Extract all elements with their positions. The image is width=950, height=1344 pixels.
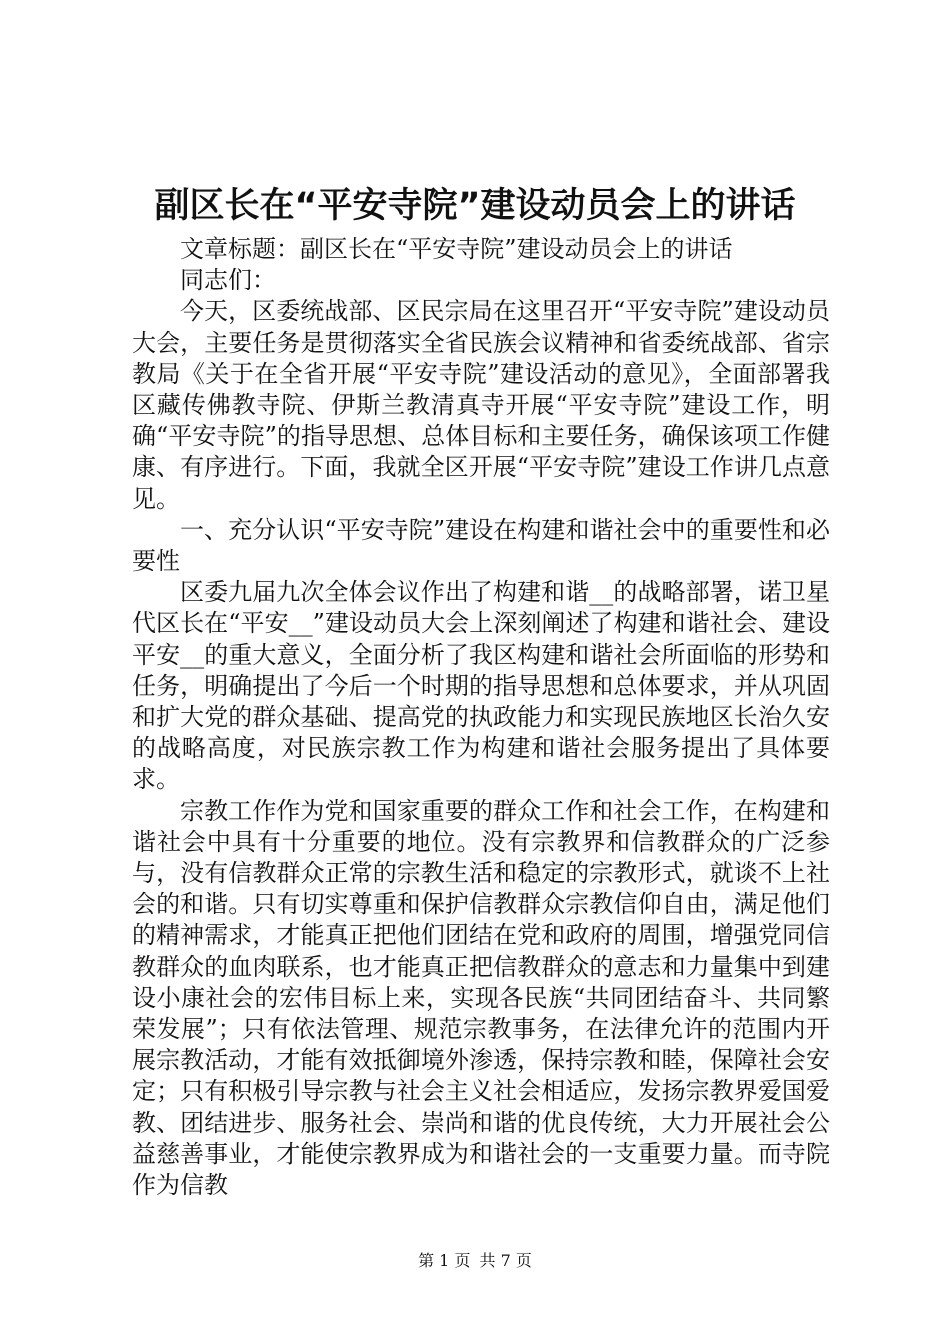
page-footer	[0, 1250, 950, 1272]
document-body	[132, 234, 830, 1201]
paragraph: 区委九届九次全体会议作出了构建和谐__的战略部署，诺卫星代区长在“平安__”建设动员大会上深刻阐述了构建和谐社会、建设平安__的重大意义，全面分析了我区构建和谐社会所面临的形势和任务，明确提出了今后一个时期的指导思想和总体要求，并从巩固和扩大党的群众基础、提高党的执政能力和实现民族地区长治久安的战略高度，对民族宗教工作为构建和谐社会服务提出了具体要求。	[132, 578, 830, 794]
document-title: 副区长在“平安寺院”建设动员会上的讲话	[154, 186, 796, 226]
paragraph: 宗教工作作为党和国家重要的群众工作和社会工作，在构建和谐社会中具有十分重要的地位。没有宗教界和信教群众的广泛参与，没有信教群众正常的宗教生活和稳定的宗教形式，就谈不上社会的和谐。只有切实尊重和保护信教群众宗教信仰自由，满足他们的精神需求，才能真正把他们团结在党和政府的周围，增强党同信教群众的血肉联系，也才能真正把信教群众的意志和力量集中到建设小康社会的宏伟目标上来，实现各民族“共同团结奋斗、共同繁荣发展”；只有依法管理、规范宗教事务，在法律允许的范围内开展宗教活动，才能有效抵御境外渗透，保持宗教和睦，保障社会安定；只有积极引导宗教与社会主义社会相适应，发扬宗教界爱国爱教、团结进步、服务社会、崇尚和谐的优良传统，大力开展社会公益慈善事业，才能使宗教界成为和谐社会的一支重要力量。而寺院作为信教	[132, 796, 830, 1200]
salutation: 同志们：	[180, 266, 276, 295]
paragraph: 今天，区委统战部、区民宗局在这里召开“平安寺院”建设动员大会，主要任务是贯彻落实全省民族会议精神和省委统战部、省宗教局《关于在全省开展“平安寺院”建设活动的意见》，全面部署我区藏传佛教寺院、伊斯兰教清真寺开展“平安寺院”建设工作，明确“平安寺院”的指导思想、总体目标和主要任务，确保该项工作健康、有序进行。下面，我就全区开展“平安寺院”建设工作讲几点意见。	[132, 297, 830, 513]
page-total: 共 7 页	[479, 1251, 532, 1270]
page-number: 第 1 页	[418, 1251, 471, 1270]
section-heading: 一、充分认识“平安寺院”建设在构建和谐社会中的重要性和必要性	[132, 515, 830, 576]
article-title-line: 文章标题：副区长在“平安寺院”建设动员会上的讲话	[180, 235, 733, 263]
